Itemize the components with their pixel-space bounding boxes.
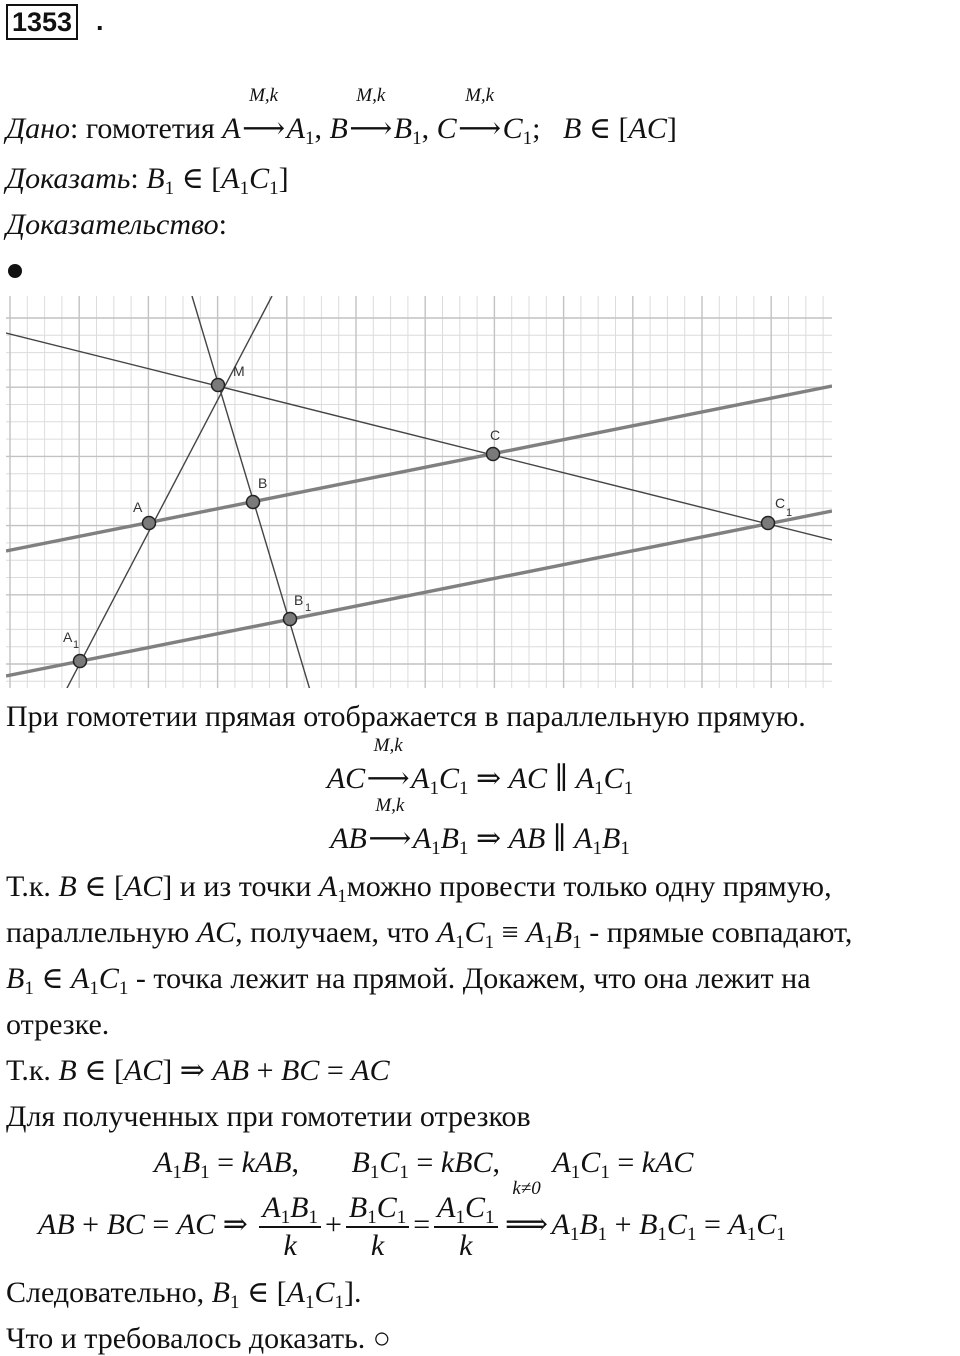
label-b1: B <box>294 592 304 608</box>
text-line-2: Т.к. B ∈ [AC] и из точки $A_1можно$ провести только одну прямую, <box>6 870 832 907</box>
label-c: C <box>490 427 501 443</box>
geometry-figure <box>0 292 840 688</box>
problem-number-dot: . <box>96 6 104 36</box>
grid <box>6 296 832 688</box>
text-line-1: При гомотетии прямая отображается в параллельную прямую. <box>6 700 806 733</box>
label-b: B <box>258 475 268 491</box>
line-a1c1 <box>6 511 832 676</box>
text-line-7: Для полученных при гомотетии отрезков <box>6 1100 531 1133</box>
line-mc1 <box>6 333 832 540</box>
formula-segments: $A_1B_1$ = kAB, $B_1C_1$ = kBC, $A_1C_1$ = kAC <box>154 1146 694 1183</box>
point-c1 <box>762 517 775 530</box>
point-b <box>247 496 260 509</box>
bullet <box>8 264 22 278</box>
point-m <box>212 379 225 392</box>
label-a: A <box>133 499 143 515</box>
label-m: M <box>233 363 245 379</box>
text-line-4: $B_1$ ∈ $A_1C_1$ - точка лежит на прямой. Докажем, что она лежит на <box>6 962 811 999</box>
given-text: гомотетия <box>85 112 215 145</box>
label-c1-sub: 1 <box>786 507 793 519</box>
text-line-10: Что и требовалось доказать. ○ <box>6 1322 391 1355</box>
prove-line: Доказать: $B_1$ ∈ $[A_1C_1]$ <box>6 162 289 199</box>
point-c <box>487 448 500 461</box>
label-a1-sub: 1 <box>73 639 80 651</box>
point-a <box>143 517 156 530</box>
text-line-3: параллельную AC, получаем, что $A_1C_1 \equiv A_1B_1$ - прямые совпадают, <box>6 916 853 953</box>
label-b1-sub: 1 <box>305 602 312 614</box>
text-line-5: отрезке. <box>6 1008 110 1041</box>
point-a1 <box>74 655 87 668</box>
label-a1: A <box>63 629 73 645</box>
formula-ac: AC⟶ M,k $A_1C_1$ ⇒ AC ∥ $A_1C_1$ <box>326 735 634 799</box>
problem-number: 1353 <box>6 4 78 40</box>
text-line-9: Следовательно, $B_1$ ∈ $[A_1C_1]$. <box>6 1276 362 1313</box>
point-b1 <box>284 613 297 626</box>
text-line-6: Т.к. B ∈ [AC] ⇒ AB + BC = AC <box>6 1054 390 1087</box>
proof-line: Доказательство: <box>6 208 227 241</box>
label-c1: C <box>775 495 786 511</box>
formula-ab: AB⟶ M,k $A_1B_1$ ⇒ AB ∥ $A_1B_1$ <box>330 795 630 859</box>
given-line: Дано: гомотетия A⟶ M,k $A_1$, B⟶ M,k $B_1$, C⟶ M,k $C_1$; B ∈ [AC] <box>6 85 677 149</box>
given-label: Дано <box>6 112 70 145</box>
proof-label: Доказательство <box>6 208 219 241</box>
formula-fractions: AB + BC = AC ⇒ $\frac{A_1B_1}{k}$ + $\frac{B_1C_1}{k}$ = $\frac{A_1C_1}{k}$ ⟹ k≠0 $A_1B_1 + B_1C_1 = A_1C_1$ <box>38 1177 786 1262</box>
prove-label: Доказать <box>6 162 131 195</box>
